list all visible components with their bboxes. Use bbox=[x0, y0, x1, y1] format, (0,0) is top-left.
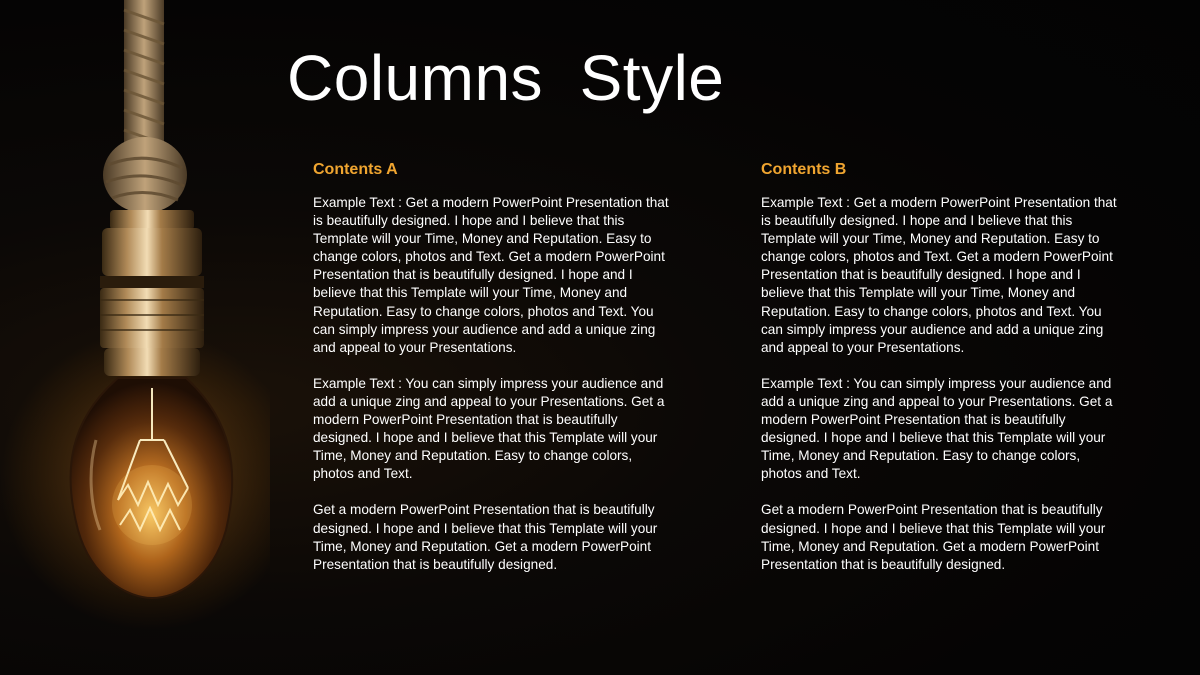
column-paragraph: Example Text : Get a modern PowerPoint Presentation that is beautifully designed. I hope and I believe that this Template will your Time, Money and Reputation. Easy to change colors, photos and Text. Get a modern PowerPoint Presentation that is beautifully designed. I hope and I believe that this Template will your Time, Money and Reputation. Easy to change colors, photos and Text. You can simply impress your audience and add a unique zing and appeal to your Presentations. bbox=[761, 195, 1117, 355]
column-contents-b bbox=[761, 160, 1121, 592]
column-paragraph: Get a modern PowerPoint Presentation that is beautifully designed. I hope and I believe that this Template will your Time, Money and Reputation. Get a modern PowerPoint Presentation that is beautifully designed. bbox=[761, 502, 1106, 572]
column-contents-a bbox=[313, 160, 673, 592]
column-paragraph: Example Text : Get a modern PowerPoint Presentation that is beautifully designed. I hope and I believe that this Template will your Time, Money and Reputation. Easy to change colors, photos and Text. Get a modern PowerPoint Presentation that is beautifully designed. I hope and I believe that this Template will your Time, Money and Reputation. Easy to change colors, photos and Text. You can simply impress your audience and add a unique zing and appeal to your Presentations. bbox=[313, 195, 669, 355]
slide-title: Columns Style bbox=[287, 42, 725, 114]
column-heading: Contents B bbox=[761, 161, 847, 178]
column-paragraph: Example Text : You can simply impress your audience and add a unique zing and appeal to your Presentations. Get a modern PowerPoint Presentation that is beautifully designed. I hope and I believe that this Template will your Time, Money and Reputation. Easy to change colors, photos and Text. bbox=[313, 375, 665, 482]
column-paragraph: Example Text : You can simply impress your audience and add a unique zing and appeal to your Presentations. Get a modern PowerPoint Presentation that is beautifully designed. I hope and I believe that this Template will your Time, Money and Reputation. Easy to change colors, photos and Text. bbox=[761, 375, 1113, 482]
column-paragraph: Get a modern PowerPoint Presentation that is beautifully designed. I hope and I believe that this Template will your Time, Money and Reputation. Get a modern PowerPoint Presentation that is beautifully designed. bbox=[313, 502, 658, 572]
hanging-lightbulb-icon bbox=[0, 0, 270, 675]
column-heading: Contents A bbox=[313, 161, 398, 178]
